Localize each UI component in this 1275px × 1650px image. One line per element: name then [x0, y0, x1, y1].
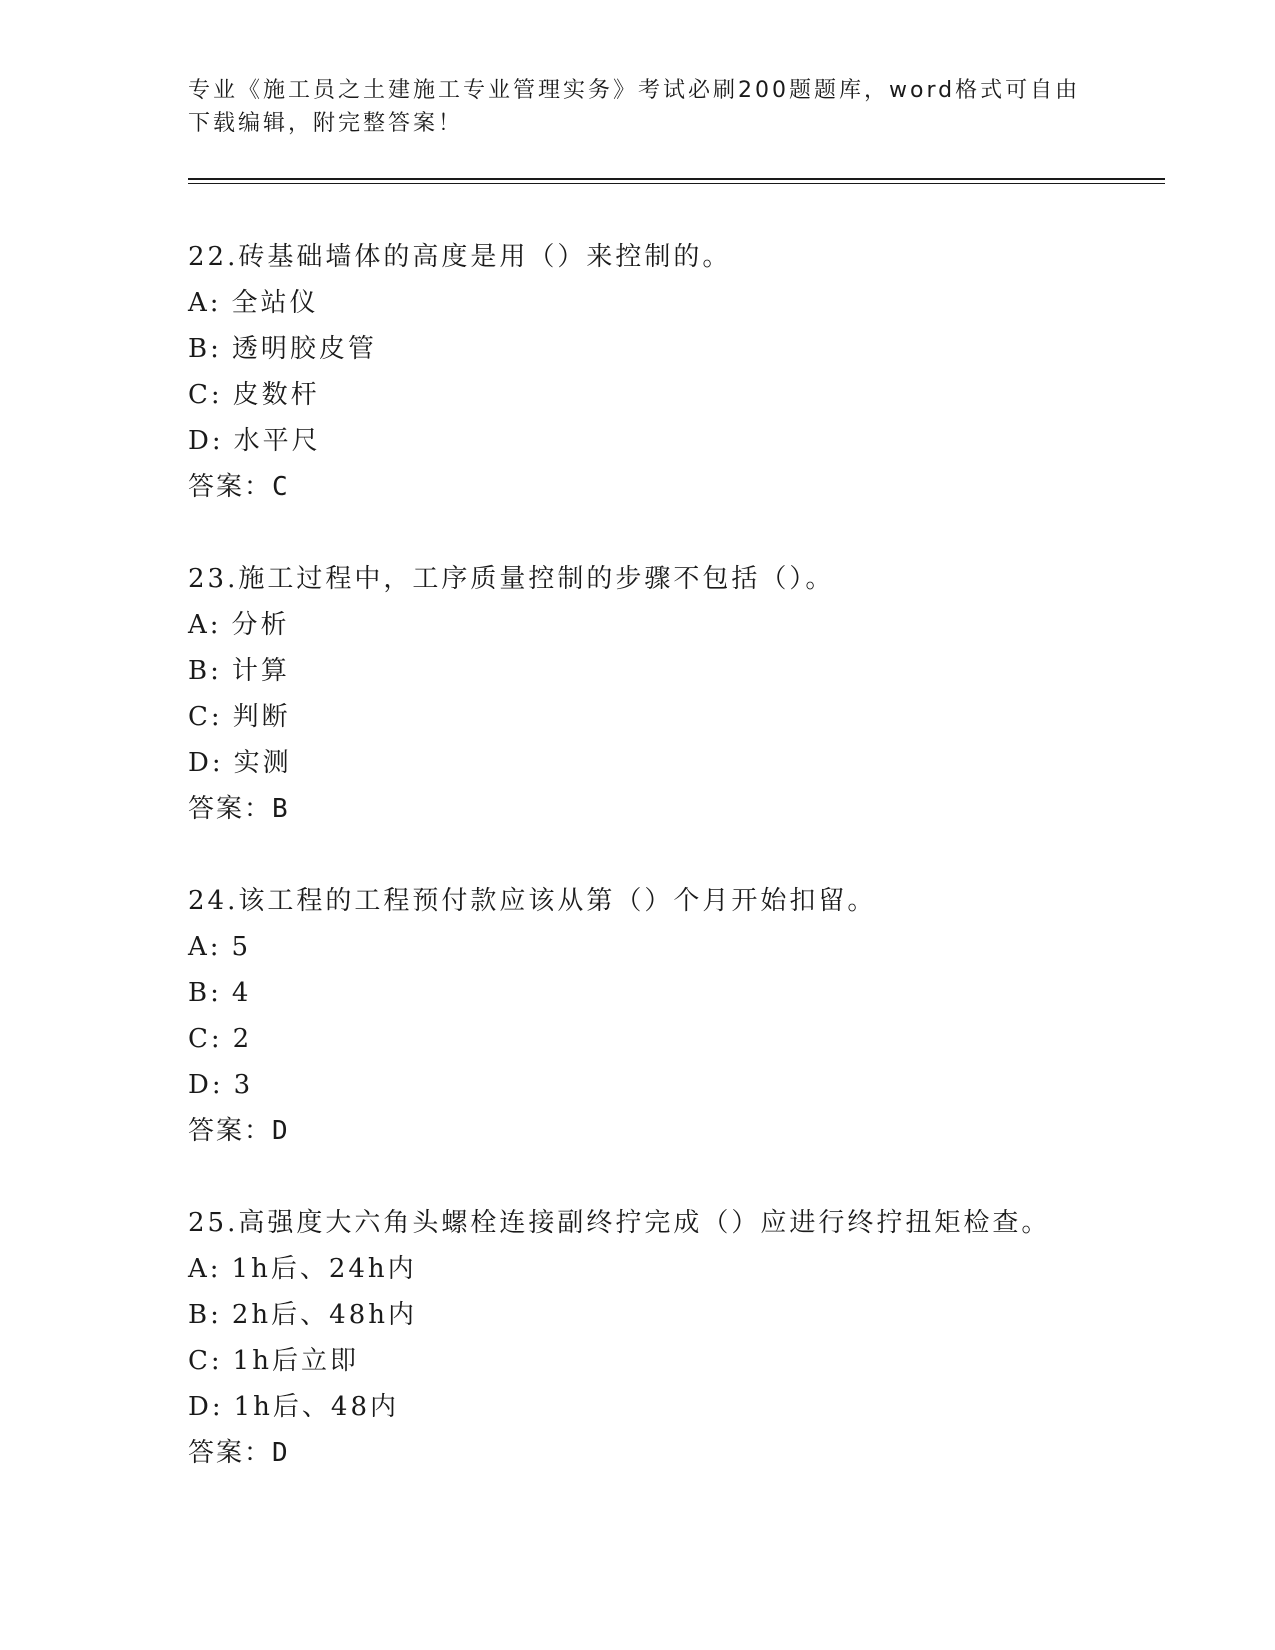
answer-value: D: [272, 1116, 288, 1146]
question-stem: 24.该工程的工程预付款应该从第（）个月开始扣留。: [188, 886, 877, 916]
question-stem: 22.砖基础墙体的高度是用（）来控制的。: [188, 242, 732, 272]
option-text: 2h后、48h内: [231, 1300, 417, 1330]
option-label: A:: [188, 610, 222, 640]
question-25: [188, 1200, 1188, 1476]
option-b: [188, 326, 1188, 372]
option-text: 水平尺: [233, 426, 321, 456]
option-d: [188, 1384, 1188, 1430]
answer-value: B: [272, 794, 288, 824]
answer-line: [188, 1430, 1188, 1476]
option-text: 计算: [231, 656, 290, 686]
option-label: B:: [188, 656, 222, 686]
option-c: [188, 1338, 1188, 1384]
option-text: 1h后、48内: [233, 1392, 399, 1422]
option-d: [188, 1062, 1188, 1108]
header-divider-thin: [188, 183, 1165, 184]
answer-line: [188, 786, 1188, 832]
answer-label: 答案：: [188, 1438, 273, 1468]
document-header: [188, 74, 1088, 140]
question-stem: 25.高强度大六角头螺栓连接副终拧完成（）应进行终拧扭矩检查。: [188, 1208, 1051, 1238]
answer-label: 答案：: [188, 1116, 273, 1146]
option-b: [188, 1292, 1188, 1338]
answer-label: 答案：: [188, 794, 273, 824]
option-a: [188, 924, 1188, 970]
option-text: 分析: [231, 610, 290, 640]
option-text: 1h后立即: [232, 1346, 359, 1376]
option-text: 全站仪: [231, 288, 319, 318]
option-d: [188, 740, 1188, 786]
option-text: 5: [231, 932, 252, 962]
answer-line: [188, 464, 1188, 510]
option-label: C:: [188, 380, 223, 410]
option-text: 2: [232, 1024, 253, 1054]
option-a: [188, 602, 1188, 648]
answer-value: D: [272, 1438, 288, 1468]
option-label: A:: [188, 1254, 222, 1284]
option-text: 透明胶皮管: [231, 334, 377, 364]
header-line-2: 下载编辑，附完整答案！: [188, 111, 464, 136]
answer-value: C: [272, 472, 288, 502]
option-label: D:: [188, 426, 224, 456]
option-label: A:: [188, 288, 222, 318]
option-b: [188, 648, 1188, 694]
question-24: [188, 878, 1188, 1154]
option-c: [188, 1016, 1188, 1062]
option-text: 皮数杆: [232, 380, 320, 410]
option-text: 1h后、24h内: [231, 1254, 417, 1284]
option-label: C:: [188, 1024, 223, 1054]
header-divider-thick: [188, 178, 1165, 180]
option-label: A:: [188, 932, 222, 962]
option-text: 3: [233, 1070, 254, 1100]
option-a: [188, 1246, 1188, 1292]
option-label: C:: [188, 1346, 223, 1376]
option-a: [188, 280, 1188, 326]
option-d: [188, 418, 1188, 464]
option-text: 判断: [232, 702, 291, 732]
question-22: [188, 234, 1188, 510]
option-label: D:: [188, 1392, 224, 1422]
header-line-1: 专业《施工员之土建施工专业管理实务》考试必刷200题题库，word格式可自由: [188, 78, 1081, 103]
question-23: [188, 556, 1188, 832]
option-b: [188, 970, 1188, 1016]
option-label: D:: [188, 748, 224, 778]
option-label: B:: [188, 334, 222, 364]
option-c: [188, 694, 1188, 740]
answer-label: 答案：: [188, 472, 273, 502]
option-text: 实测: [233, 748, 292, 778]
option-text: 4: [231, 978, 252, 1008]
option-c: [188, 372, 1188, 418]
option-label: B:: [188, 1300, 222, 1330]
option-label: D:: [188, 1070, 224, 1100]
answer-line: [188, 1108, 1188, 1154]
question-stem: 23.施工过程中，工序质量控制的步骤不包括（）。: [188, 564, 835, 594]
option-label: C:: [188, 702, 223, 732]
option-label: B:: [188, 978, 222, 1008]
